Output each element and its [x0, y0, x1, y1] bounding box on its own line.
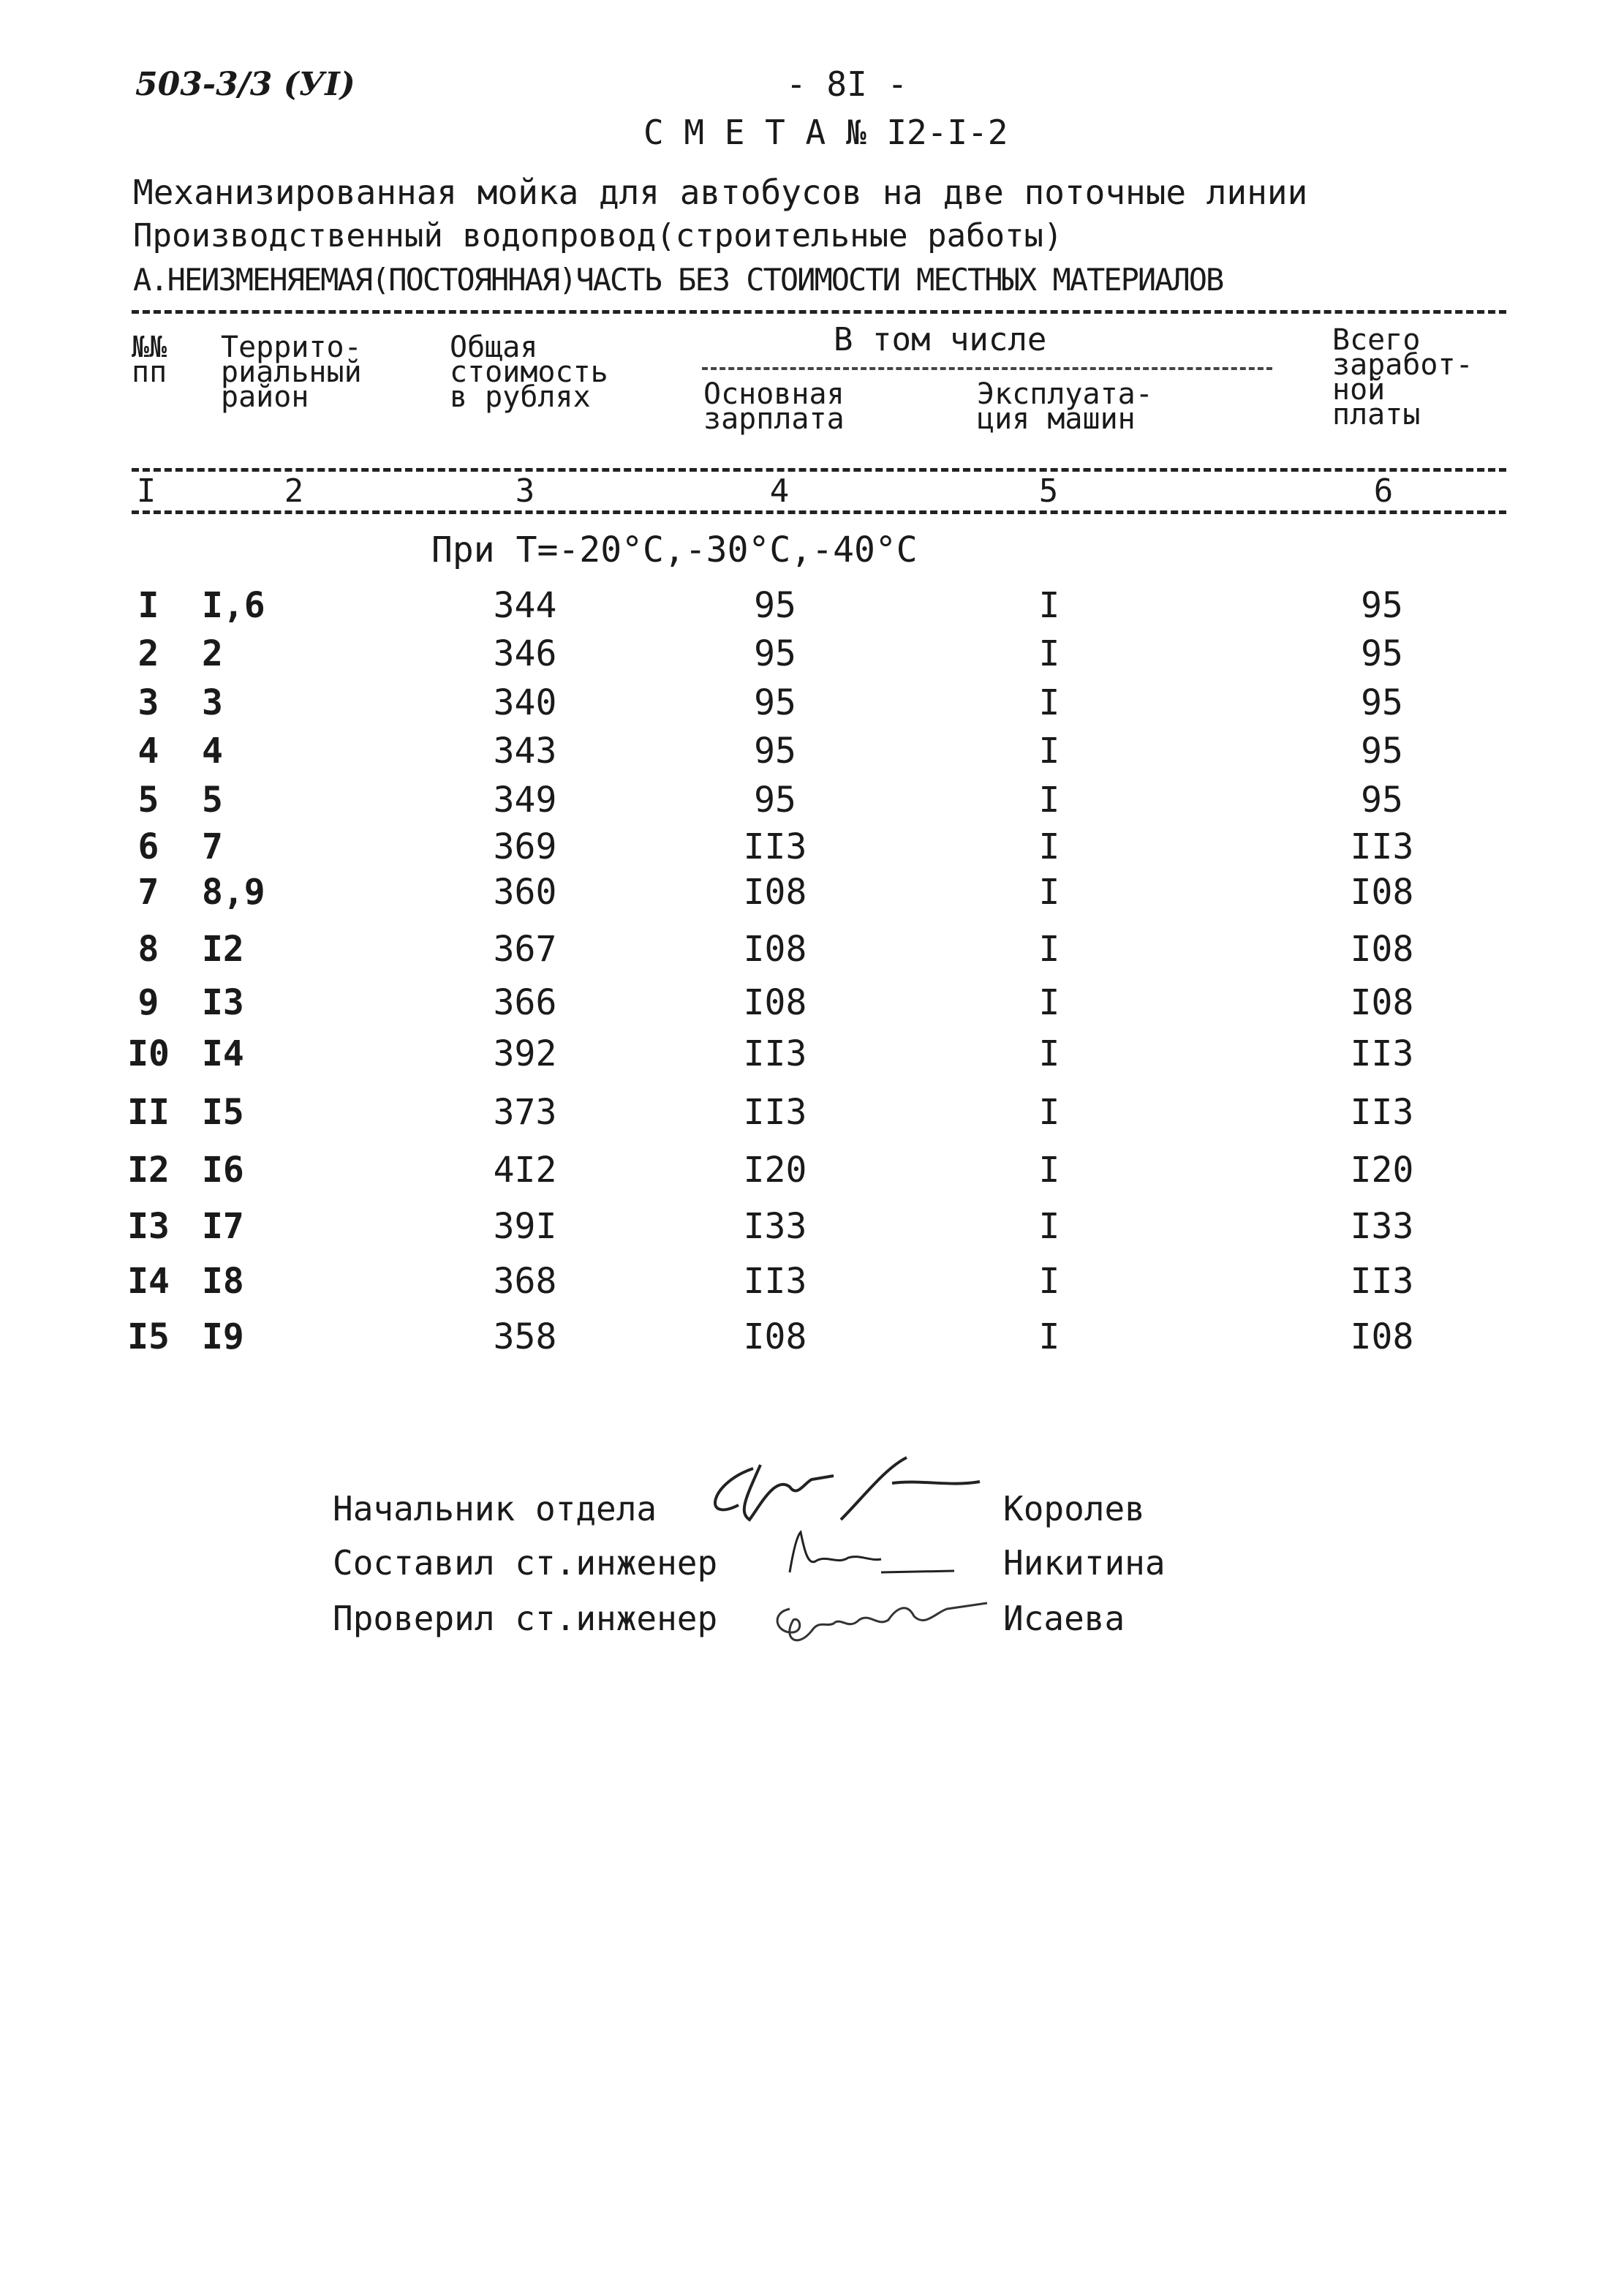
cell-total: 392 — [493, 1033, 557, 1074]
col-header-group: В том числе — [834, 321, 1047, 358]
cell-machines: I — [1038, 731, 1060, 772]
cell-total-salary: 95 — [1361, 682, 1403, 723]
signature-role: Проверил ст.инженер — [333, 1599, 718, 1638]
cell-machines: I — [1038, 682, 1060, 723]
cell-total: 366 — [493, 982, 557, 1023]
cell-num: 5 — [137, 780, 159, 821]
cell-salary: II3 — [743, 1261, 807, 1302]
cell-machines: I — [1038, 872, 1060, 913]
cell-region: 7 — [202, 826, 223, 867]
cell-region: I2 — [202, 929, 244, 970]
cell-total: 367 — [493, 929, 557, 970]
col-number-2: 2 — [284, 472, 304, 510]
cell-machines: I — [1038, 1261, 1060, 1302]
cell-total-salary: I20 — [1350, 1150, 1414, 1191]
cell-region: I3 — [202, 982, 244, 1023]
col-header-total-salary: Всего заработ- ной платы — [1332, 323, 1473, 431]
signature-name: Королев — [1003, 1489, 1145, 1528]
cell-salary: I08 — [743, 1316, 807, 1357]
cell-total-salary: 95 — [1361, 585, 1403, 626]
cell-total-salary: I08 — [1350, 872, 1414, 913]
signature-mark-2 — [786, 1528, 1005, 1587]
cell-num: 4 — [137, 731, 159, 772]
cell-num: 2 — [137, 633, 159, 674]
cell-num: I2 — [127, 1150, 170, 1191]
columns-divider-bottom — [132, 510, 1506, 514]
cell-total-salary: 95 — [1361, 633, 1403, 674]
cell-salary: I08 — [743, 872, 807, 913]
temperature-condition: При Т=-20°С,-30°С,-40°С — [431, 529, 918, 570]
cell-machines: I — [1038, 633, 1060, 674]
cell-total-salary: I08 — [1350, 1316, 1414, 1357]
col-header-num: №№ пп — [132, 331, 167, 389]
cell-total: 360 — [493, 872, 557, 913]
col-number-5: 5 — [1038, 472, 1059, 510]
cell-num: I — [137, 585, 159, 626]
cell-total-salary: I08 — [1350, 929, 1414, 970]
cell-salary: I33 — [743, 1206, 807, 1247]
col-number-3: 3 — [515, 472, 535, 510]
col-header-salary: Основная зарплата — [703, 377, 845, 436]
col-number-6: 6 — [1373, 472, 1394, 510]
signature-mark-3 — [768, 1587, 1009, 1653]
cell-total: 358 — [493, 1316, 557, 1357]
cell-machines: I — [1038, 826, 1060, 867]
subtitle-line-3: А.НЕИЗМЕНЯЕМАЯ(ПОСТОЯННАЯ)ЧАСТЬ БЕЗ СТОИМОСТИ МЕСТНЫХ МАТЕРИАЛОВ — [133, 262, 1223, 298]
cell-salary: 95 — [754, 682, 796, 723]
signature-name: Никитина — [1003, 1543, 1166, 1583]
signature-name: Исаева — [1003, 1599, 1125, 1638]
subtitle-line-1: Механизированная мойка для автобусов на две поточные линии — [133, 173, 1308, 212]
cell-total: 373 — [493, 1092, 557, 1133]
cell-region: I6 — [202, 1150, 244, 1191]
cell-region: I9 — [202, 1316, 244, 1357]
cell-salary: II3 — [743, 1092, 807, 1133]
cell-total: 4I2 — [493, 1150, 557, 1191]
cell-salary: 95 — [754, 780, 796, 821]
cell-total: 368 — [493, 1261, 557, 1302]
cell-machines: I — [1038, 982, 1060, 1023]
cell-region: 2 — [202, 633, 223, 674]
cell-num: 9 — [137, 982, 159, 1023]
cell-num: 8 — [137, 929, 159, 970]
cell-region: 4 — [202, 731, 223, 772]
cell-total: 39I — [493, 1206, 557, 1247]
subtitle-line-2: Производственный водопровод(строительные работы) — [133, 217, 1063, 255]
cell-total: 369 — [493, 826, 557, 867]
cell-region: I5 — [202, 1092, 244, 1133]
cell-total: 343 — [493, 731, 557, 772]
cell-region: I4 — [202, 1033, 244, 1074]
cell-salary: I08 — [743, 982, 807, 1023]
cell-salary: I08 — [743, 929, 807, 970]
cell-region: 5 — [202, 780, 223, 821]
group-divider — [702, 367, 1272, 370]
cell-region: I8 — [202, 1261, 244, 1302]
cell-num: 7 — [137, 872, 159, 913]
cell-total: 340 — [493, 682, 557, 723]
cell-salary: II3 — [743, 1033, 807, 1074]
cell-num: 3 — [137, 682, 159, 723]
cell-num: I5 — [127, 1316, 170, 1357]
cell-region: I,6 — [202, 585, 265, 626]
document-code: 503-3/3 (УI) — [135, 66, 355, 103]
cell-total-salary: 95 — [1361, 731, 1403, 772]
cell-machines: I — [1038, 1316, 1060, 1357]
cell-total-salary: II3 — [1350, 826, 1414, 867]
cell-total: 349 — [493, 780, 557, 821]
cell-region: I7 — [202, 1206, 244, 1247]
cell-salary: II3 — [743, 826, 807, 867]
cell-total-salary: I33 — [1350, 1206, 1414, 1247]
header-divider — [132, 310, 1506, 314]
cell-total: 344 — [493, 585, 557, 626]
cell-num: 6 — [137, 826, 159, 867]
cell-machines: I — [1038, 929, 1060, 970]
cell-machines: I — [1038, 1092, 1060, 1133]
cell-salary: 95 — [754, 633, 796, 674]
cell-num: I3 — [127, 1206, 170, 1247]
cell-total-salary: II3 — [1350, 1261, 1414, 1302]
cell-region: 3 — [202, 682, 223, 723]
columns-divider-top — [132, 468, 1506, 472]
signature-mark-1 — [687, 1454, 1009, 1534]
cell-machines: I — [1038, 1206, 1060, 1247]
cell-total: 346 — [493, 633, 557, 674]
cell-total-salary: II3 — [1350, 1033, 1414, 1074]
cell-machines: I — [1038, 585, 1060, 626]
document-title: С М Е Т А № I2-I-2 — [643, 113, 1008, 152]
cell-num: I0 — [127, 1033, 170, 1074]
cell-machines: I — [1038, 780, 1060, 821]
cell-total-salary: 95 — [1361, 780, 1403, 821]
cell-machines: I — [1038, 1033, 1060, 1074]
cell-num: II — [127, 1092, 170, 1133]
cell-salary: 95 — [754, 731, 796, 772]
signature-role: Составил ст.инженер — [333, 1543, 718, 1583]
cell-machines: I — [1038, 1150, 1060, 1191]
page-number: - 8I - — [786, 64, 908, 104]
col-header-machines: Эксплуата- ция машин — [977, 377, 1153, 436]
col-header-total: Общая стоимость в рублях — [450, 331, 608, 414]
cell-total-salary: II3 — [1350, 1092, 1414, 1133]
cell-region: 8,9 — [202, 872, 265, 913]
col-number-4: 4 — [769, 472, 790, 510]
cell-salary: I20 — [743, 1150, 807, 1191]
col-number-1: I — [136, 472, 156, 510]
cell-total-salary: I08 — [1350, 982, 1414, 1023]
col-header-region: Террито- риальный район — [221, 331, 362, 414]
signature-role: Начальник отдела — [333, 1489, 657, 1528]
cell-salary: 95 — [754, 585, 796, 626]
cell-num: I4 — [127, 1261, 170, 1302]
